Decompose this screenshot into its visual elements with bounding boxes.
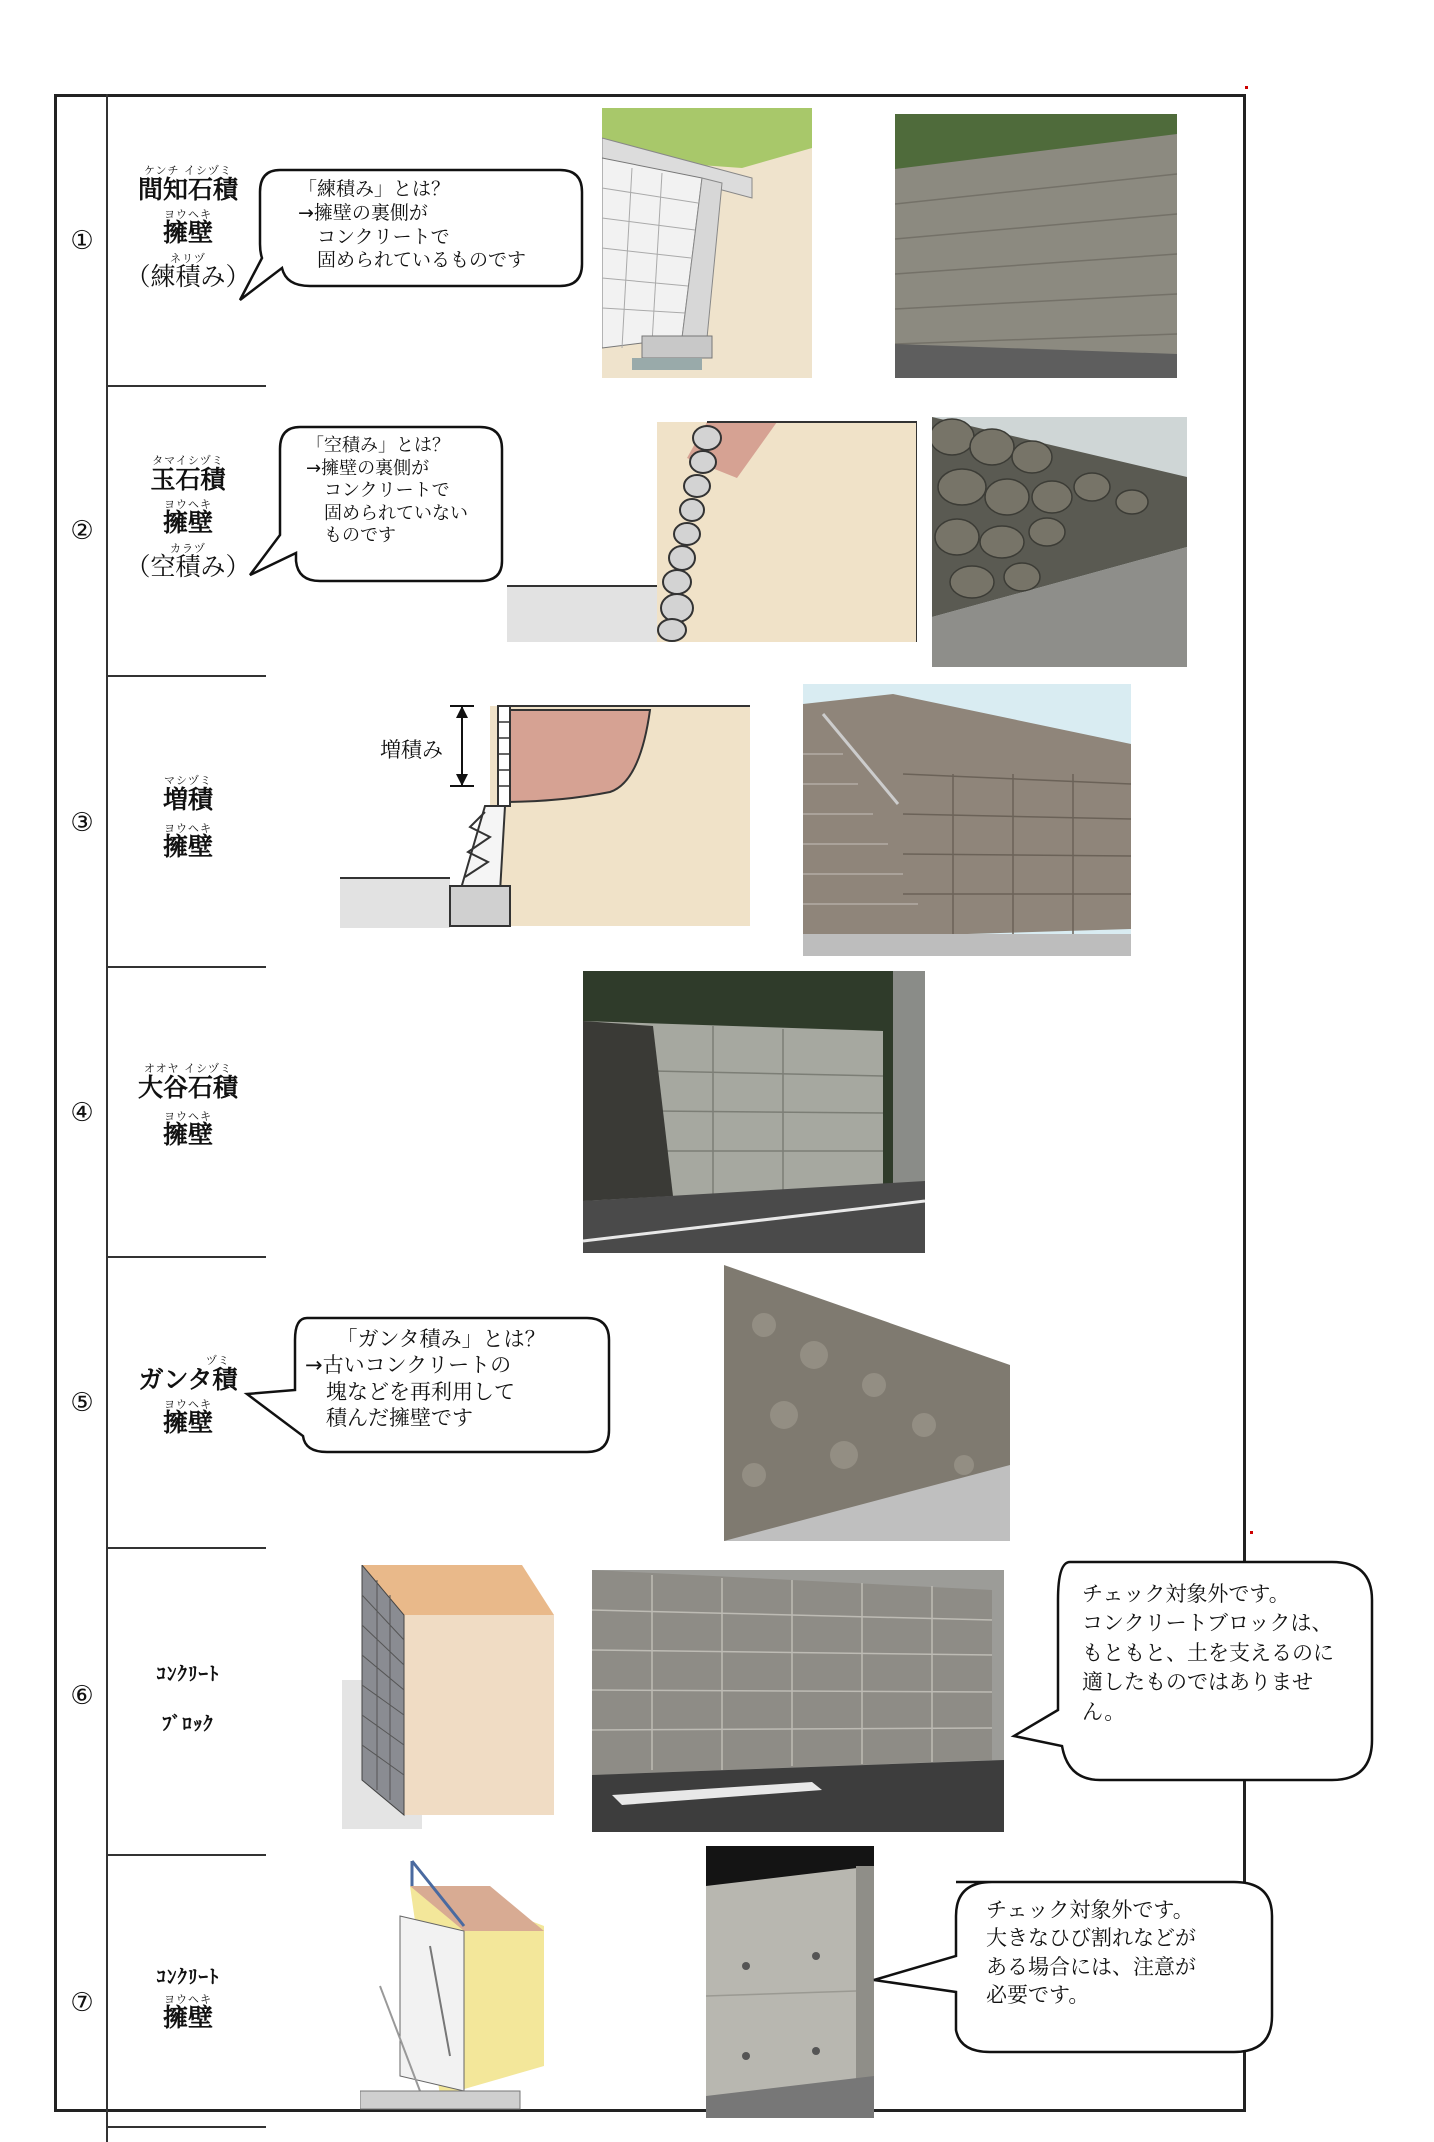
row-label: ｺﾝｸﾘｰﾄ ﾌﾞﾛｯｸ xyxy=(156,1663,220,1735)
stair-wall-photo xyxy=(803,684,1131,960)
row-divider xyxy=(106,1256,266,1258)
row-label: マシヅミ 増積 ヨウヘキ 擁壁 xyxy=(162,774,213,862)
row-number: ③ xyxy=(70,808,94,838)
row-divider xyxy=(106,2126,266,2128)
column-divider xyxy=(106,94,108,2142)
concrete-block-wall-photo xyxy=(592,1570,1004,1836)
stray-mark xyxy=(1245,86,1248,89)
row-label: タマイシヅミ 玉石積 ヨウヘキ 擁壁 カラヅ （空積み） xyxy=(125,454,251,582)
added-stack-wall-diagram xyxy=(340,702,752,934)
stone-wall-diagram xyxy=(507,418,917,648)
speech-bubble: チェック対象外です。 大きなひび割れなどが ある場合には、注意が 必要です。 xyxy=(872,1880,1282,2060)
speech-bubble: 「空積み」とは？ →擁壁の裏側が コンクリートで 固められていない ものです xyxy=(240,425,510,585)
row-number: ⑥ xyxy=(70,1681,94,1711)
stray-mark xyxy=(1250,1531,1253,1534)
oya-stone-wall-photo xyxy=(583,971,925,1257)
row-divider xyxy=(106,966,266,968)
diagram-label: 増積み xyxy=(380,738,443,762)
row-divider xyxy=(106,1547,266,1549)
boulder-wall-photo xyxy=(932,417,1187,671)
row-label: ヅミ ガンタ積 ヨウヘキ 擁壁 xyxy=(138,1354,238,1438)
row-divider xyxy=(106,1854,266,1856)
row-number: ② xyxy=(70,516,94,546)
block-wall-diagram xyxy=(342,1565,556,1833)
ganta-wall-photo xyxy=(724,1265,1010,1545)
row-divider xyxy=(106,385,266,387)
speech-bubble: 「ガンタ積み」とは？ →古いコンクリートの 塊などを再利用して 積んだ擁壁です xyxy=(247,1316,617,1456)
row-number: ④ xyxy=(70,1098,94,1128)
row-label: オオヤ イシヅミ 大谷石積 ヨウヘキ 擁壁 xyxy=(137,1062,238,1150)
speech-bubble: チェック対象外です。 コンクリートブロックは、 もともと、土を支えるのに 適したものではありませ ん。 xyxy=(1010,1560,1382,1786)
concrete-wall-diagram xyxy=(360,1856,544,2114)
row-divider xyxy=(106,675,266,677)
concrete-wall-photo xyxy=(706,1846,874,2122)
row-number: ① xyxy=(70,226,94,256)
row-number: ⑦ xyxy=(70,1988,94,2018)
row-label: ｺﾝｸﾘｰﾄ ヨウヘキ 擁壁 xyxy=(156,1966,220,2033)
speech-bubble: 「練積み」とは？ →擁壁の裏側が コンクリートで 固められているものです xyxy=(240,168,590,298)
stone-wall-photo xyxy=(895,114,1177,382)
row-number: ⑤ xyxy=(70,1388,94,1418)
row-label: ケンチ イシヅミ 間知石積 ヨウヘキ 擁壁 ネリヅ （練積み） xyxy=(125,164,251,292)
retaining-wall-diagram xyxy=(602,108,812,382)
